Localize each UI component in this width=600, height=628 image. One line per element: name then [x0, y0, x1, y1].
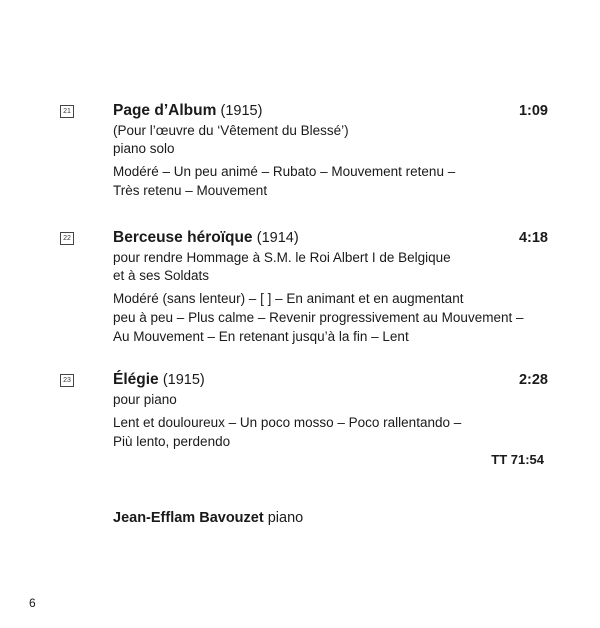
tempo-line: Au Mouvement – En retenant jusqu’à la fin – Lent — [113, 329, 409, 344]
track-duration: 4:18 — [518, 230, 548, 246]
track-title: Berceuse héroïque — [113, 229, 253, 246]
track-year: (1915) — [162, 372, 205, 388]
track-subtitle-line: piano solo — [113, 141, 175, 156]
track-tempo — [113, 289, 548, 346]
track-title: Élégie — [113, 371, 159, 388]
tempo-line: Lent et douloureux – Un poco mosso – Poco rallentando – — [113, 415, 462, 430]
total-time: TT 71:54 — [491, 452, 544, 467]
performer-name: Jean-Efflam Bavouzet — [113, 510, 264, 526]
tempo-line: Modéré (sans lenteur) – [ ] – En animant et en augmentant — [113, 291, 464, 306]
track-title-line — [113, 369, 548, 391]
tempo-line: Très retenu – Mouvement — [113, 183, 268, 198]
track-number-box: 22 — [60, 232, 74, 245]
track-subtitle-line: pour rendre Hommage à S.M. le Roi Albert I de Belgique — [113, 250, 451, 265]
track-year: (1914) — [256, 230, 299, 246]
performer-credit — [113, 510, 303, 526]
page-number: 6 — [29, 596, 36, 610]
track-body — [113, 227, 548, 346]
track-title-line — [113, 100, 548, 122]
track-number-box: 23 — [60, 374, 74, 387]
tempo-line: Modéré – Un peu animé – Rubato – Mouvement retenu – — [113, 164, 456, 179]
track-tempo — [113, 162, 548, 200]
performer-instrument: piano — [267, 510, 304, 526]
track-number-box: 21 — [60, 105, 74, 118]
track-title: Page d’Album — [113, 102, 217, 119]
track-subtitle-line: (Pour l’œuvre du ‘Vêtement du Blessé’) — [113, 123, 349, 138]
track-subtitle-line: pour piano — [113, 392, 177, 407]
track-title-line — [113, 227, 548, 249]
tempo-line: peu à peu – Plus calme – Revenir progressivement au Mouvement – — [113, 310, 524, 325]
track-body — [113, 369, 548, 451]
tempo-line: Più lento, perdendo — [113, 434, 231, 449]
track-duration: 2:28 — [518, 372, 548, 388]
track-duration: 1:09 — [518, 103, 548, 119]
track-tempo — [113, 413, 548, 451]
track-subtitle-line: et à ses Soldats — [113, 268, 210, 283]
track-body — [113, 100, 548, 200]
track-year: (1915) — [220, 103, 263, 119]
